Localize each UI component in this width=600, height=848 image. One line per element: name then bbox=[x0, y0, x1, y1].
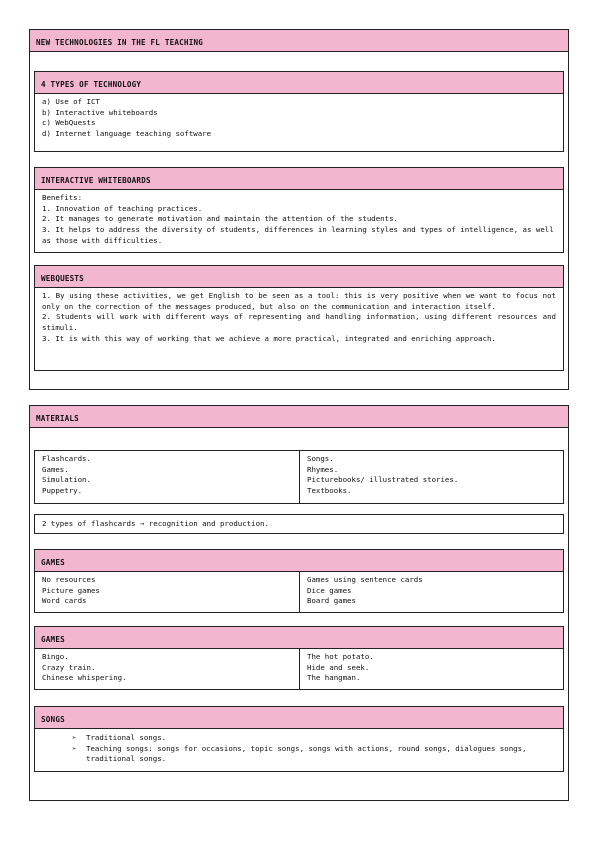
games-box-2 bbox=[34, 626, 564, 690]
arrow-bullet-icon: ➢ bbox=[72, 743, 77, 753]
list-item: Dice games bbox=[307, 585, 352, 595]
webquests-box bbox=[34, 265, 564, 371]
list-item: Rhymes. bbox=[307, 464, 339, 474]
games-left-column bbox=[35, 572, 299, 612]
games-heading: GAMES bbox=[35, 627, 563, 649]
materials-list-box bbox=[34, 450, 564, 504]
song-item-text: Traditional songs. bbox=[86, 733, 167, 742]
list-item: d) Internet language teaching software bbox=[42, 129, 212, 139]
technology-types-list bbox=[35, 94, 563, 144]
list-item: Chinese whispering. bbox=[42, 673, 127, 683]
webquests-body bbox=[35, 288, 563, 349]
games-columns bbox=[35, 572, 563, 612]
song-item-text: Teaching songs: songs for occasions, topic songs, songs with actions, round songs, dialogues songs, traditional songs. bbox=[86, 743, 527, 764]
interactive-whiteboards-box bbox=[34, 167, 564, 253]
technology-types-heading: 4 TYPES OF TECHNOLOGY bbox=[35, 72, 563, 94]
flashcards-note-box bbox=[34, 514, 564, 534]
list-item: b) Interactive whiteboards bbox=[42, 107, 158, 117]
list-item: 1. By using these activities, we get English to be seen as a tool: this is very positive when we want to focus not only on the correction of the messages produced, but also on the communication and interaction itself. bbox=[42, 291, 556, 311]
list-item: Board games bbox=[307, 596, 356, 606]
list-item: Simulation. bbox=[42, 475, 91, 485]
list-item: Flashcards. bbox=[42, 454, 91, 463]
list-item: The hot potato. bbox=[307, 652, 374, 661]
songs-box bbox=[34, 706, 564, 772]
list-item: The hangman. bbox=[307, 673, 361, 683]
list-item: Games using sentence cards bbox=[307, 575, 423, 584]
songs-list bbox=[42, 733, 556, 765]
list-item: c) WebQuests bbox=[42, 118, 96, 128]
materials-title: MATERIALS bbox=[30, 406, 568, 428]
games-left-column bbox=[35, 649, 299, 689]
list-item: Bingo. bbox=[42, 652, 69, 661]
list-item bbox=[72, 744, 556, 765]
materials-left-column bbox=[35, 451, 299, 503]
interactive-whiteboards-heading: INTERACTIVE WHITEBOARDS bbox=[35, 168, 563, 190]
list-item: 2. It manages to generate motivation and maintain the attention of the students. bbox=[42, 214, 398, 224]
new-technologies-title: NEW TECHNOLOGIES IN THE FL TEACHING bbox=[30, 30, 568, 52]
games-heading: GAMES bbox=[35, 550, 563, 572]
list-item: Word cards bbox=[42, 596, 87, 606]
list-item: Games. bbox=[42, 464, 69, 474]
list-item: 1. Innovation of teaching practices. bbox=[42, 203, 203, 213]
list-item: Songs. bbox=[307, 454, 334, 463]
new-technologies-section bbox=[29, 29, 569, 390]
webquests-heading: WEBQUESTS bbox=[35, 266, 563, 288]
games-right-column bbox=[299, 572, 563, 612]
list-item: Picturebooks/ illustrated stories. bbox=[307, 475, 459, 485]
benefits-label: Benefits: bbox=[42, 193, 83, 202]
list-item: Crazy train. bbox=[42, 662, 96, 672]
list-item bbox=[72, 733, 556, 744]
list-item: Hide and seek. bbox=[307, 662, 370, 672]
songs-heading: SONGS bbox=[35, 707, 563, 729]
interactive-whiteboards-body bbox=[35, 190, 563, 251]
materials-section bbox=[29, 405, 569, 801]
list-item: 2. Students will work with different ways of representing and handling information, using different resources and stimuli. bbox=[42, 312, 556, 333]
games-right-column bbox=[299, 649, 563, 689]
list-item: No resources bbox=[42, 575, 96, 584]
games-columns bbox=[35, 649, 563, 689]
materials-columns bbox=[35, 451, 563, 503]
flashcards-note: 2 types of flashcards → recognition and production. bbox=[42, 519, 269, 528]
materials-right-column bbox=[299, 451, 563, 503]
list-item: 3. It is with this way of working that we achieve a more practical, integrated and enriching approach. bbox=[42, 333, 496, 343]
games-box-1 bbox=[34, 549, 564, 613]
list-item: 3. It helps to address the diversity of students, differences in learning styles and types of intelligence, as well as those with difficulties. bbox=[42, 225, 559, 245]
list-item: Picture games bbox=[42, 585, 100, 595]
songs-body bbox=[35, 729, 563, 769]
technology-types-box bbox=[34, 71, 564, 152]
arrow-bullet-icon: ➢ bbox=[72, 733, 77, 742]
list-item: Textbooks. bbox=[307, 486, 352, 496]
list-item: a) Use of ICT bbox=[42, 97, 100, 106]
list-item: Puppetry. bbox=[42, 486, 83, 496]
